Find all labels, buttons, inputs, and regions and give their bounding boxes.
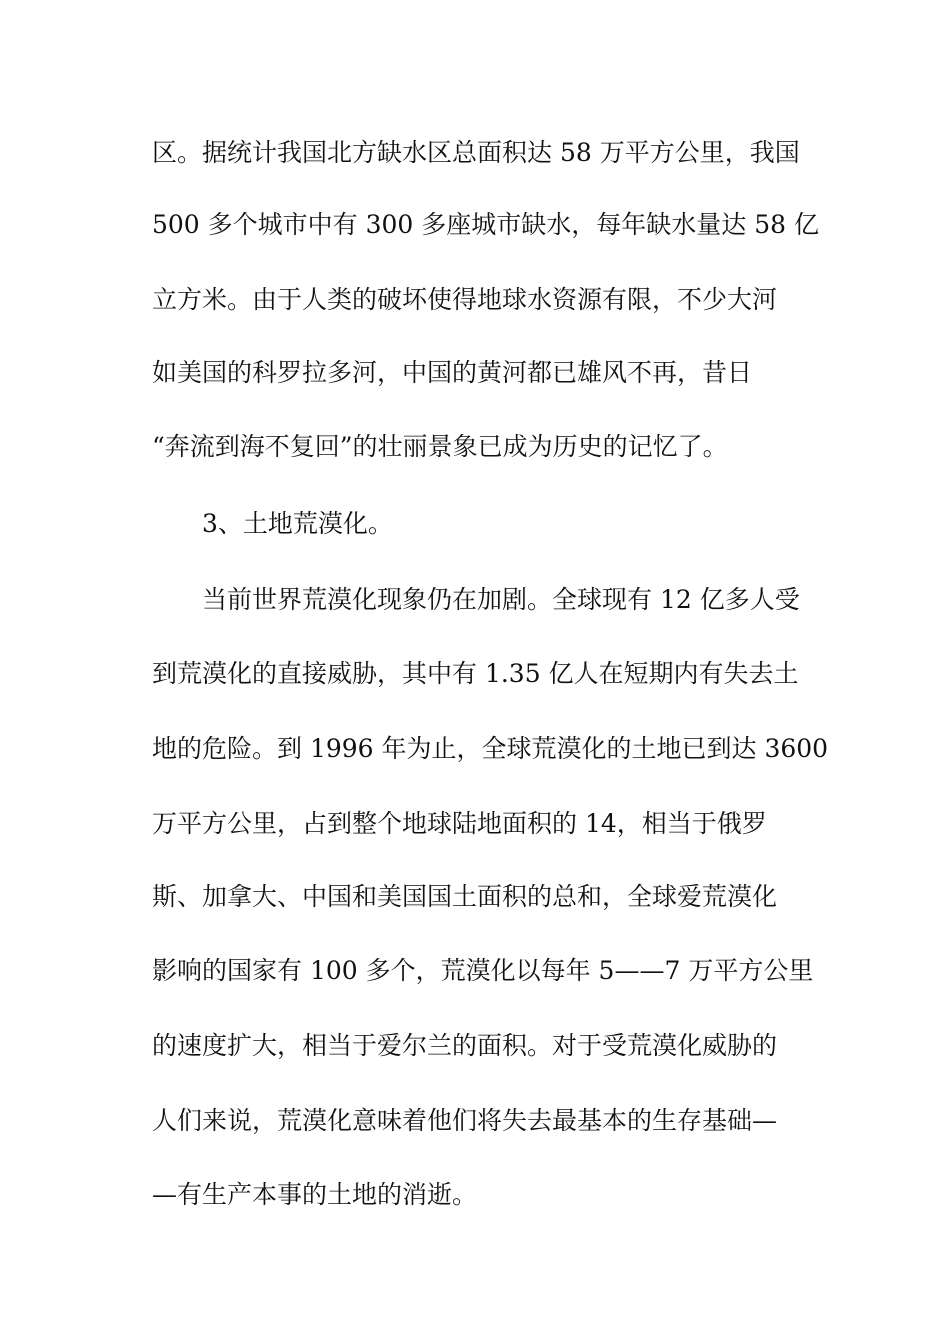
text-line: 到荒漠化的直接威胁，其中有 1.35 亿人在短期内有失去土 [152,659,799,688]
text-line: 立方米。由于人类的破坏使得地球水资源有限，不少大河 [152,285,778,314]
text-line: 当前世界荒漠化现象仍在加剧。全球现有 12 亿多人受 [202,585,800,614]
text-line: 影响的国家有 100 多个，荒漠化以每年 5——7 万平方公里 [152,956,814,985]
text-line: 地的危险。到 1996 年为止，全球荒漠化的土地已到达 3600 [152,734,829,763]
text-line: 斯、加拿大、中国和美国国土面积的总和，全球爱荒漠化 [152,882,778,911]
text-line: 的速度扩大，相当于爱尔兰的面积。对于受荒漠化威胁的 [152,1031,778,1060]
section-heading: 3、土地荒漠化。 [202,509,393,538]
text-line: 区。据统计我国北方缺水区总面积达 58 万平方公里，我国 [152,138,800,167]
text-line: “奔流到海不复回”的壮丽景象已成为历史的记忆了。 [152,432,728,461]
text-line: 人们来说，荒漠化意味着他们将失去最基本的生存基础— [152,1106,778,1135]
text-line: —有生产本事的土地的消逝。 [152,1180,478,1209]
text-line: 500 多个城市中有 300 多座城市缺水，每年缺水量达 58 亿 [152,210,819,239]
text-line: 如美国的科罗拉多河，中国的黄河都已雄风不再，昔日 [152,358,753,387]
text-line: 万平方公里，占到整个地球陆地面积的 14，相当于俄罗 [152,809,767,838]
